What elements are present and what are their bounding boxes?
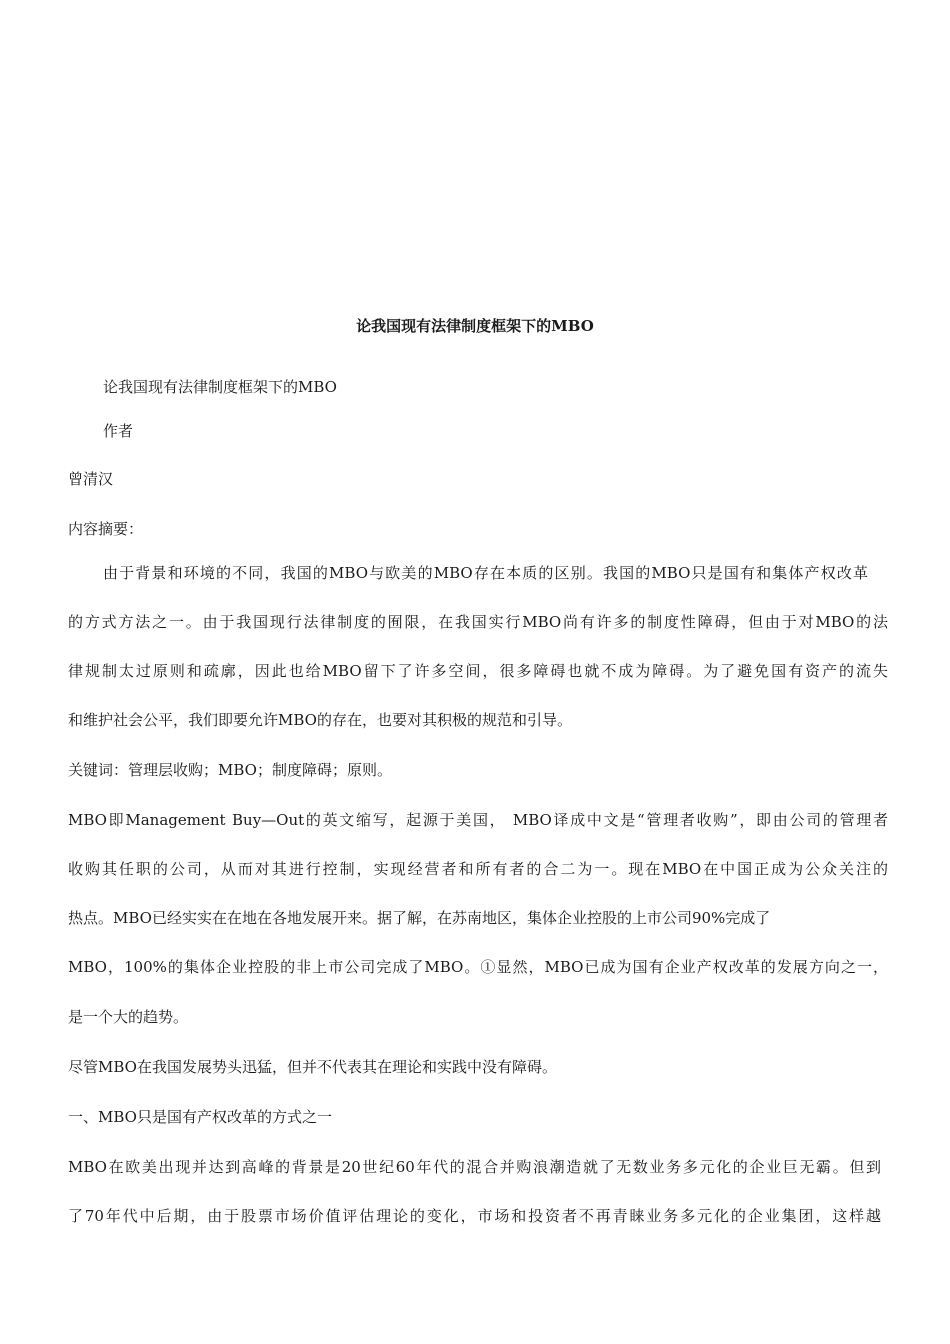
author-name: 曾清汉 — [68, 470, 114, 488]
abstract-line: 律规制太过原则和疏廓，因此也给MBO留下了许多空间，很多障碍也就不成为障碍。为了避免国有资产的流失 — [68, 662, 888, 680]
author-label: 作者 — [103, 422, 134, 440]
keywords-line: 关键词：管理层收购；MBO；制度障碍；原则。 — [68, 761, 392, 779]
section-line: MBO在欧美出现并达到高峰的背景是20世纪60年代的混合并购浪潮造就了无数业务多元化的企业巨无霸。但到 — [68, 1158, 881, 1176]
abstract-label: 内容摘要： — [68, 520, 144, 538]
abstract-line: 和维护社会公平，我们即要允许MBO的存在，也要对其积极的规范和引导。 — [68, 711, 572, 729]
document-title: 论我国现有法律制度框架下的MBO — [356, 317, 594, 335]
intro-line: 热点。MBO已经实实在在地在各地发展开来。据了解，在苏南地区，集体企业控股的上市公司90%完成了 — [68, 909, 771, 927]
intro-line: 收购其任职的公司，从而对其进行控制，实现经营者和所有者的合二为一。现在MBO在中国正成为公众关注的 — [68, 860, 888, 878]
abstract-line: 由于背景和环境的不同，我国的MBO与欧美的MBO存在本质的区别。我国的MBO只是国有和集体产权改革 — [103, 564, 868, 582]
section-line: 了70年代中后期，由于股票市场价值评估理论的变化，市场和投资者不再青睐业务多元化的企业集团，这样越 — [68, 1207, 881, 1225]
intro-line: MBO即Management Buy—Out的英文缩写，起源于美国， MBO译成中文是“管理者收购”，即由公司的管理者 — [68, 811, 888, 829]
intro-line: MBO，100%的集体企业控股的非上市公司完成了MBO。①显然，MBO已成为国有企业产权改革的发展方向之一， — [68, 958, 888, 976]
intro-line: 是一个大的趋势。 — [68, 1008, 189, 1026]
section-heading: 一、MBO只是国有产权改革的方式之一 — [68, 1108, 332, 1126]
abstract-line: 的方式方法之一。由于我国现行法律制度的囿限，在我国实行MBO尚有许多的制度性障碍，但由于对MBO的法 — [68, 613, 888, 631]
document-subtitle: 论我国现有法律制度框架下的MBO — [103, 378, 337, 396]
obstacle-line: 尽管MBO在我国发展势头迅猛，但并不代表其在理论和实践中没有障碍。 — [68, 1058, 557, 1076]
